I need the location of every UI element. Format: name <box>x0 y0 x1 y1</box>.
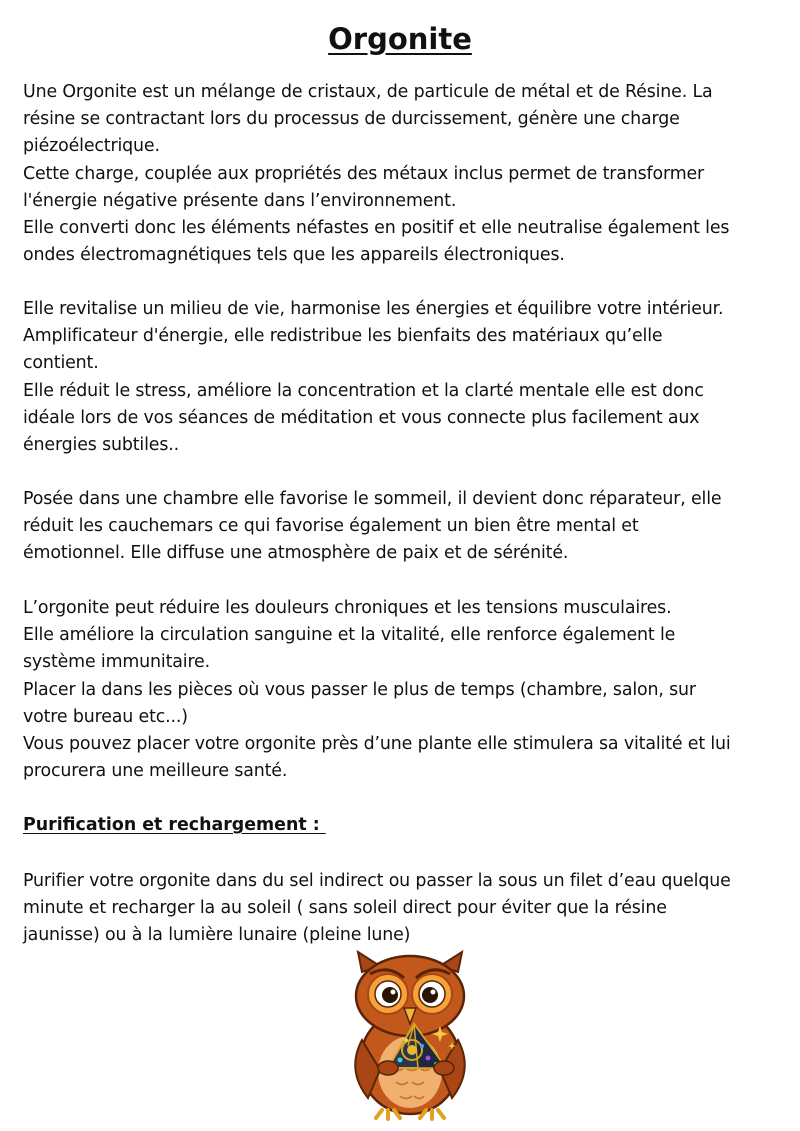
owl-illustration <box>340 950 480 1122</box>
text-line: émotionnel. Elle diffuse une atmosphère de paix et de sérénité. <box>23 543 569 564</box>
text-line: Purifier votre orgonite dans du sel indirect ou passer la sous un filet d’eau quelque <box>23 871 731 891</box>
paragraph-1 <box>23 79 799 269</box>
text-line: Amplificateur d'énergie, elle redistribue les bienfaits des matériaux qu’elle <box>23 326 663 347</box>
text-line: réduit les cauchemars ce qui favorise également un bien être mental et <box>23 516 639 537</box>
text-line: piézoélectrique. <box>23 136 160 157</box>
text-line: énergies subtiles.. <box>23 434 179 455</box>
paragraph-3 <box>23 486 799 568</box>
paragraph-4 <box>23 595 799 785</box>
text-line: ondes électromagnétiques tels que les appareils électroniques. <box>23 245 565 266</box>
text-line: Elle converti donc les éléments néfastes en positif et elle neutralise également les <box>23 217 730 238</box>
text-line: minute et recharger la au soleil ( sans soleil direct pour éviter que la résine <box>23 898 667 919</box>
page-title: Orgonite <box>328 22 472 56</box>
text-line: Cette charge, couplée aux propriétés des métaux inclus permet de transformer <box>23 163 705 184</box>
text-line: Placer la dans les pièces où vous passer le plus de temps (chambre, salon, sur <box>23 679 696 700</box>
text-line: Une Orgonite est un mélange de cristaux, de particule de métal et de Résine. La <box>23 82 713 102</box>
text-line: procurera une meilleure santé. <box>23 761 288 782</box>
text-line: Posée dans une chambre elle favorise le sommeil, il devient donc réparateur, elle <box>23 489 722 509</box>
text-line: contient. <box>23 353 99 374</box>
text-line: Elle réduit le stress, améliore la concentration et la clarté mentale elle est donc <box>23 380 704 401</box>
paragraph-2 <box>23 296 799 459</box>
text-line: système immunitaire. <box>23 652 210 673</box>
text-line: l'énergie négative présente dans l’environnement. <box>23 190 457 211</box>
text-line: L’orgonite peut réduire les douleurs chroniques et les tensions musculaires. <box>23 598 672 618</box>
paragraph-purification <box>23 868 799 950</box>
text-line: jaunisse) ou à la lumière lunaire (pleine lune) <box>23 925 411 946</box>
owl-holding-orgonite-pyramid-icon <box>340 950 480 1122</box>
text-line: Elle améliore la circulation sanguine et la vitalité, elle renforce également le <box>23 625 676 646</box>
text-line: Vous pouvez placer votre orgonite près d’une plante elle stimulera sa vitalité et lui <box>23 733 731 754</box>
text-line: résine se contractant lors du processus de durcissement, génère une charge <box>23 109 680 130</box>
section-heading-purification: Purification et rechargement : <box>23 815 326 835</box>
text-line: idéale lors de vos séances de méditation et vous connecte plus facilement aux <box>23 407 700 428</box>
text-line: votre bureau etc...) <box>23 706 188 727</box>
text-line: Elle revitalise un milieu de vie, harmonise les énergies et équilibre votre intérieur. <box>23 299 724 319</box>
